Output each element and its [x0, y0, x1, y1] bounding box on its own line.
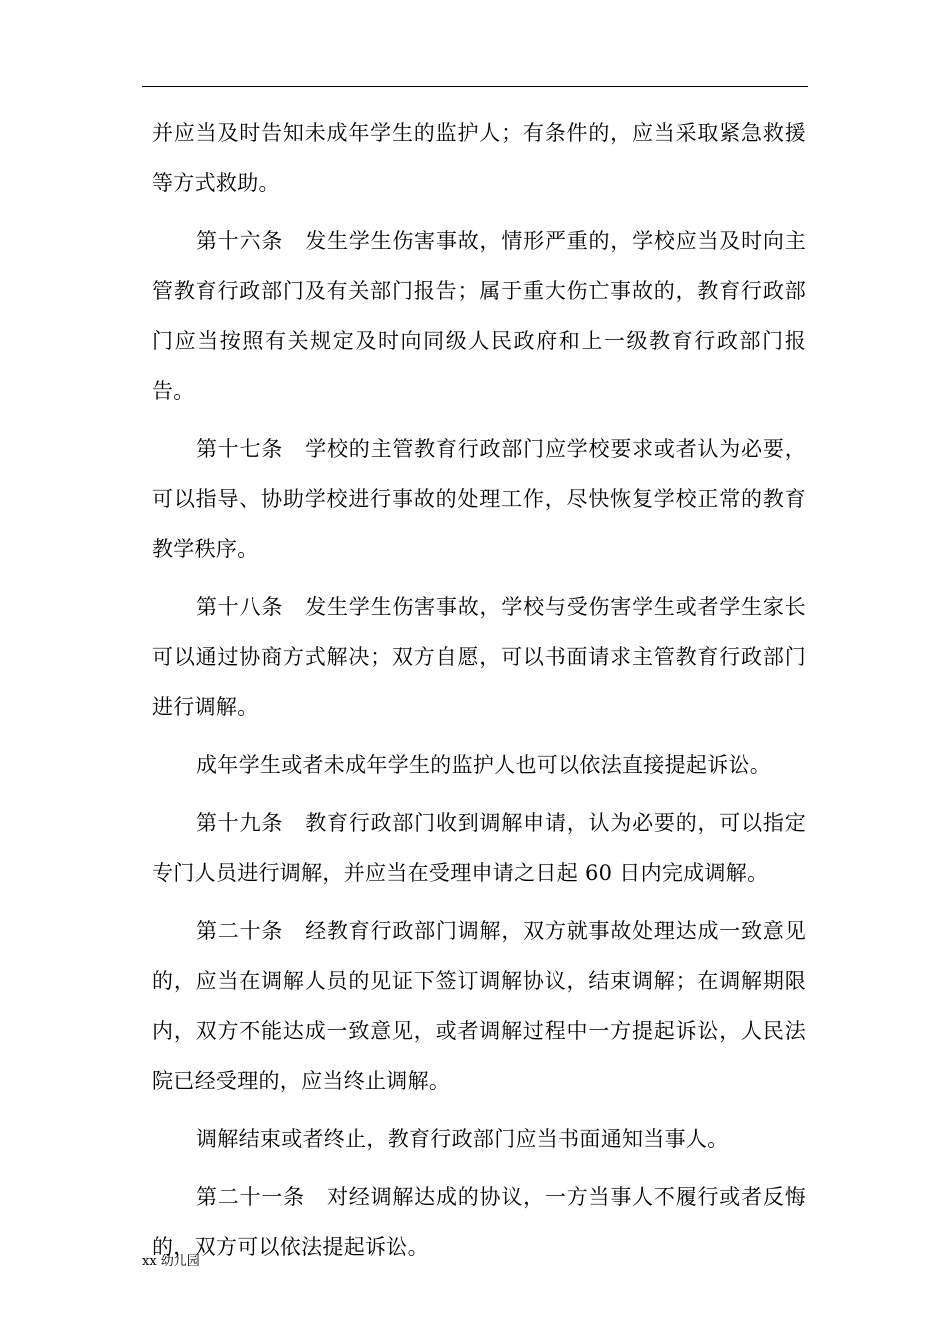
header-rule [142, 86, 808, 87]
paragraph-text: 对经调解达成的协议，一方当事人不履行或者反悔的，双方可以依法提起诉讼。 [152, 1185, 806, 1259]
article-20-clause-2 [152, 1114, 806, 1164]
paragraph-text: 发生学生伤害事故，学校与受伤害学生或者学生家长可以通过协商方式解决；双方自愿，可以书面请求主管教育行政部门进行调解。 [152, 595, 806, 719]
paragraph-text: 并应当及时告知未成年学生的监护人；有条件的，应当采取紧急救援等方式救助。 [152, 121, 806, 195]
article-16 [152, 216, 806, 416]
paragraph-text: 成年学生或者未成年学生的监护人也可以依法直接提起诉讼。 [196, 753, 772, 777]
footer-label: xx 幼儿园 [142, 1254, 200, 1269]
article-20 [152, 906, 806, 1106]
article-19 [152, 798, 806, 898]
paragraph-text: 调解结束或者终止，教育行政部门应当书面通知当事人。 [196, 1127, 729, 1151]
article-number: 第二十一条 [196, 1185, 305, 1209]
article-21 [152, 1172, 806, 1272]
article-number: 第十九条 [196, 811, 284, 835]
article-18-clause-2 [152, 740, 806, 790]
article-number: 第十六条 [196, 229, 284, 253]
article-number: 第十七条 [196, 437, 284, 461]
article-number: 第十八条 [196, 595, 284, 619]
article-17 [152, 424, 806, 574]
article-18 [152, 582, 806, 732]
paragraph-continuation [152, 108, 806, 208]
paragraph-text: 学校的主管教育行政部门应学校要求或者认为必要，可以指导、协助学校进行事故的处理工作，尽快恢复学校正常的教育教学秩序。 [152, 437, 806, 561]
paragraph-text: 教育行政部门收到调解申请，认为必要的，可以指定专门人员进行调解，并应当在受理申请之日起 60 日内完成调解。 [152, 811, 806, 885]
document-body [152, 108, 806, 1280]
paragraph-text: 发生学生伤害事故，情形严重的，学校应当及时向主管教育行政部门及有关部门报告；属于重大伤亡事故的，教育行政部门应当按照有关规定及时向同级人民政府和上一级教育行政部门报告。 [152, 229, 806, 403]
article-number: 第二十条 [196, 919, 284, 943]
paragraph-text: 经教育行政部门调解，双方就事故处理达成一致意见的，应当在调解人员的见证下签订调解协议，结束调解；在调解期限内，双方不能达成一致意见，或者调解过程中一方提起诉讼，人民法院已经受理的，应当终止调解。 [152, 919, 806, 1093]
